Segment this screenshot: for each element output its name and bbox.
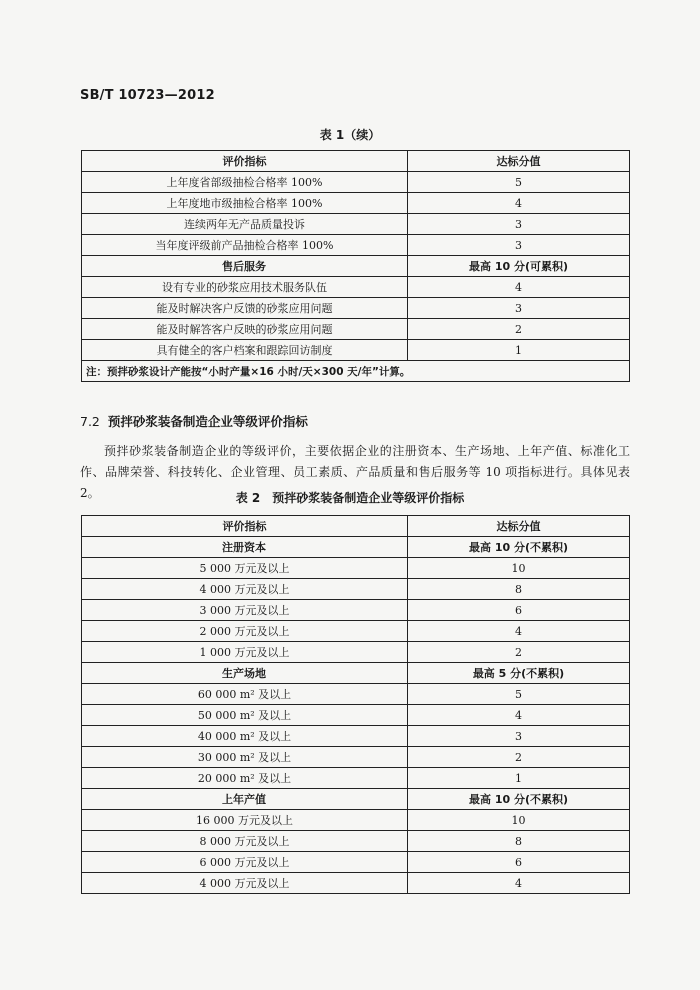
table2-caption: 表 2 预拌砂浆装备制造企业等级评价指标 — [235, 491, 465, 505]
table-row — [82, 810, 630, 831]
category-row — [82, 537, 630, 558]
score-cell: 4 — [408, 193, 630, 214]
table2-col-indicator: 评价指标 — [82, 516, 408, 537]
table1-note: 注：预拌砂浆设计产能按“小时产量×16 小时/天×300 天/年”计算。 — [82, 361, 630, 382]
table-row — [82, 298, 630, 319]
table1-col-score: 达标分值 — [408, 151, 630, 172]
table1-note-row — [82, 361, 630, 382]
table-row — [82, 172, 630, 193]
table-row — [82, 831, 630, 852]
score-cell: 3 — [408, 235, 630, 256]
table-row — [82, 684, 630, 705]
table1-header-row — [82, 151, 630, 172]
category-score: 最高 5 分(不累积) — [408, 663, 630, 684]
score-cell: 1 — [408, 340, 630, 361]
indicator-cell: 40 000 m² 及以上 — [82, 726, 408, 747]
table-row — [82, 621, 630, 642]
category-label: 上年产值 — [82, 789, 408, 810]
table-row — [82, 579, 630, 600]
score-cell: 3 — [408, 298, 630, 319]
category-row — [82, 256, 630, 277]
score-cell: 10 — [408, 810, 630, 831]
table-row — [82, 768, 630, 789]
table-row — [82, 193, 630, 214]
table-row — [82, 319, 630, 340]
indicator-cell: 20 000 m² 及以上 — [82, 768, 408, 789]
table2-header-row — [82, 516, 630, 537]
indicator-cell: 4 000 万元及以上 — [82, 873, 408, 894]
indicator-cell: 1 000 万元及以上 — [82, 642, 408, 663]
section-number: 7.2 — [80, 414, 100, 429]
section-paragraph: 预拌砂浆装备制造企业的等级评价，主要依据企业的注册资本、生产场地、上年产值、标准化工作、品牌荣誉、科技转化、企业管理、员工素质、产品质量和售后服务等 10 项指标进行。具体见表 2。 — [80, 444, 630, 500]
table-row — [82, 277, 630, 298]
score-cell: 8 — [408, 831, 630, 852]
indicator-cell: 60 000 m² 及以上 — [82, 684, 408, 705]
indicator-cell: 50 000 m² 及以上 — [82, 705, 408, 726]
category-row — [82, 789, 630, 810]
indicator-cell: 上年度省部级抽检合格率 100% — [82, 172, 408, 193]
category-label: 生产场地 — [82, 663, 408, 684]
indicator-cell: 当年度评级前产品抽检合格率 100% — [82, 235, 408, 256]
indicator-cell: 能及时解答客户反映的砂浆应用问题 — [82, 319, 408, 340]
score-cell: 4 — [408, 705, 630, 726]
score-cell: 10 — [408, 558, 630, 579]
category-label: 售后服务 — [82, 256, 408, 277]
indicator-cell: 3 000 万元及以上 — [82, 600, 408, 621]
table2-col-score: 达标分值 — [408, 516, 630, 537]
table-row — [82, 705, 630, 726]
score-cell: 1 — [408, 768, 630, 789]
table-row — [82, 873, 630, 894]
table-row — [82, 558, 630, 579]
score-cell: 4 — [408, 873, 630, 894]
table1 — [81, 150, 630, 382]
score-cell: 6 — [408, 852, 630, 873]
table1-caption: 表 1（续） — [319, 128, 381, 142]
score-cell: 2 — [408, 319, 630, 340]
indicator-cell: 2 000 万元及以上 — [82, 621, 408, 642]
score-cell: 2 — [408, 747, 630, 768]
category-score: 最高 10 分(不累积) — [408, 789, 630, 810]
section-heading — [80, 412, 308, 430]
indicator-cell: 5 000 万元及以上 — [82, 558, 408, 579]
indicator-cell: 16 000 万元及以上 — [82, 810, 408, 831]
indicator-cell: 连续两年无产品质量投诉 — [82, 214, 408, 235]
indicator-cell: 8 000 万元及以上 — [82, 831, 408, 852]
table-row — [82, 235, 630, 256]
table-row — [82, 726, 630, 747]
score-cell: 2 — [408, 642, 630, 663]
table-row — [82, 600, 630, 621]
category-score: 最高 10 分(可累积) — [408, 256, 630, 277]
score-cell: 4 — [408, 621, 630, 642]
indicator-cell: 6 000 万元及以上 — [82, 852, 408, 873]
score-cell: 5 — [408, 172, 630, 193]
indicator-cell: 具有健全的客户档案和跟踪回访制度 — [82, 340, 408, 361]
table2 — [81, 515, 630, 894]
score-cell: 8 — [408, 579, 630, 600]
table-row — [82, 747, 630, 768]
score-cell: 3 — [408, 214, 630, 235]
score-cell: 6 — [408, 600, 630, 621]
table-row — [82, 642, 630, 663]
indicator-cell: 设有专业的砂浆应用技术服务队伍 — [82, 277, 408, 298]
indicator-cell: 30 000 m² 及以上 — [82, 747, 408, 768]
category-score: 最高 10 分(不累积) — [408, 537, 630, 558]
table-row — [82, 214, 630, 235]
category-label: 注册资本 — [82, 537, 408, 558]
table-row — [82, 852, 630, 873]
category-row — [82, 663, 630, 684]
table-row — [82, 340, 630, 361]
table1-col-indicator: 评价指标 — [82, 151, 408, 172]
section-title: 预拌砂浆装备制造企业等级评价指标 — [107, 414, 308, 429]
score-cell: 5 — [408, 684, 630, 705]
score-cell: 4 — [408, 277, 630, 298]
document-code: SB/T 10723—2012 — [80, 88, 215, 103]
score-cell: 3 — [408, 726, 630, 747]
indicator-cell: 能及时解决客户反馈的砂浆应用问题 — [82, 298, 408, 319]
indicator-cell: 4 000 万元及以上 — [82, 579, 408, 600]
indicator-cell: 上年度地市级抽检合格率 100% — [82, 193, 408, 214]
